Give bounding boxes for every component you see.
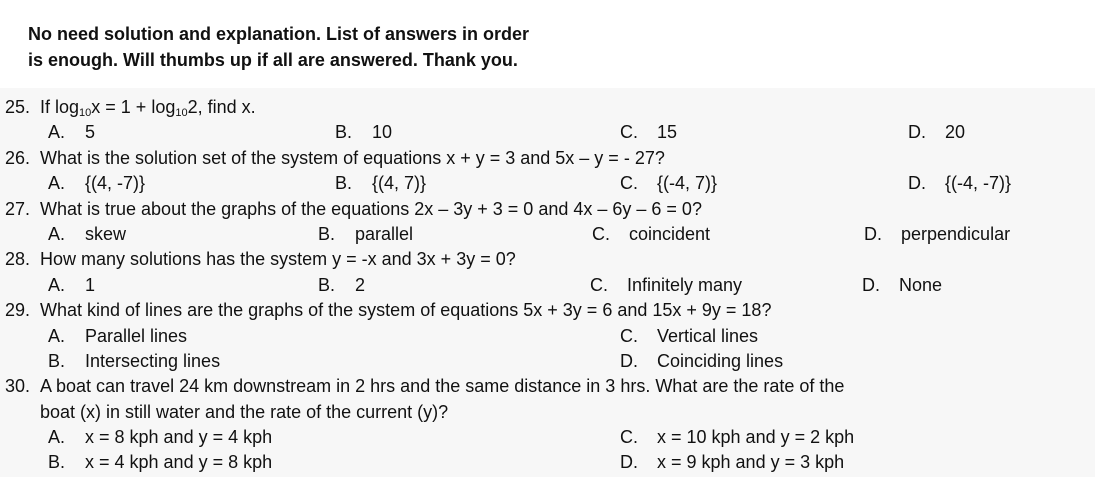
question-30-stem-row-2 [0,400,1095,425]
question-28-stem: How many solutions has the system y = -x and 3x + 3y = 0? [40,249,516,270]
question-30-number: 30. [5,376,31,397]
question-30-option-c: C. x = 10 kph and y = 2 kph [620,427,855,448]
question-27-option-c: C. coincident [592,223,711,244]
instruction-note-line2: is enough. Will thumbs up if all are answered. Thank you. [28,50,518,70]
question-26-options-row [0,171,1095,196]
log-subscript: 10 [79,107,92,119]
question-26-stem: What is the solution set of the system of equations x + y = 3 and 5x – y = - 27? [40,147,665,168]
question-28-option-c: C. Infinitely many [590,274,743,295]
question-27-option-d: D. perpendicular [864,223,1011,244]
question-28-options-row [0,273,1095,298]
question-30-stem-row [0,374,1095,399]
question-30-options-row-1 [0,425,1095,450]
questions-panel [0,88,1095,477]
question-29-options-row-2 [0,349,1095,374]
question-28-stem-row [0,247,1095,272]
instruction-note-line1: No need solution and explanation. List of answers in order [28,24,530,44]
question-26-option-b: B. {(4, 7)} [335,173,427,194]
instruction-note [0,0,1095,88]
question-27-option-a: A. skew [48,223,127,244]
question-27-stem: What is true about the graphs of the equations 2x – 3y + 3 = 0 and 4x – 6y – 6 = 0? [40,198,702,219]
question-30-stem-line2: boat (x) in still water and the rate of the current (y)? [40,401,449,422]
question-30-options-row-2 [0,450,1095,475]
question-30-option-b: B. x = 4 kph and y = 8 kph [48,452,273,473]
question-29-stem: What kind of lines are the graphs of the system of equations 5x + 3y = 6 and 15x + 9y = 18? [40,300,772,321]
question-28-option-d: D. None [862,274,943,295]
question-25-stem-row [0,95,1095,120]
question-29-options-row-1 [0,324,1095,349]
question-30-option-a: A. x = 8 kph and y = 4 kph [48,427,273,448]
question-26-stem-row [0,146,1095,171]
question-25-option-a: A. 5 [48,122,96,143]
question-25-option-c: C. 15 [620,122,678,143]
question-26-option-a: A. {(4, -7)} [48,173,146,194]
question-27-options-row [0,222,1095,247]
question-30-option-d: D. x = 9 kph and y = 3 kph [620,452,845,473]
question-27-stem-row [0,197,1095,222]
question-25-options-row [0,120,1095,145]
question-29-option-d: D. Coinciding lines [620,350,784,371]
question-29-option-c: C. Vertical lines [620,325,759,346]
question-30-stem-line1: A boat can travel 24 km downstream in 2 hrs and the same distance in 3 hrs. What are the rate of the [40,376,845,397]
question-25-number: 25. [5,97,31,117]
question-28-option-a: A. 1 [48,274,96,295]
question-29-option-a: A. Parallel lines [48,325,188,346]
question-25-option-b: B. 10 [335,122,393,143]
question-29-option-b: B. Intersecting lines [48,350,221,371]
question-26-option-c: C. {(-4, 7)} [620,173,718,194]
question-28-number: 28. [5,249,31,270]
log-subscript: 10 [175,107,188,119]
question-25-stem: If $\log_{10}x = 1 + \log_{10}2$, find x. [40,97,256,119]
question-27-option-b: B. parallel [318,223,414,244]
question-29-number: 29. [5,300,31,321]
question-27-number: 27. [5,198,31,219]
question-26-option-d: D. {(-4, -7)} [908,173,1012,194]
question-28-option-b: B. 2 [318,274,366,295]
question-29-stem-row [0,298,1095,323]
question-25-option-d: D. 20 [908,122,966,143]
question-26-number: 26. [5,147,31,168]
